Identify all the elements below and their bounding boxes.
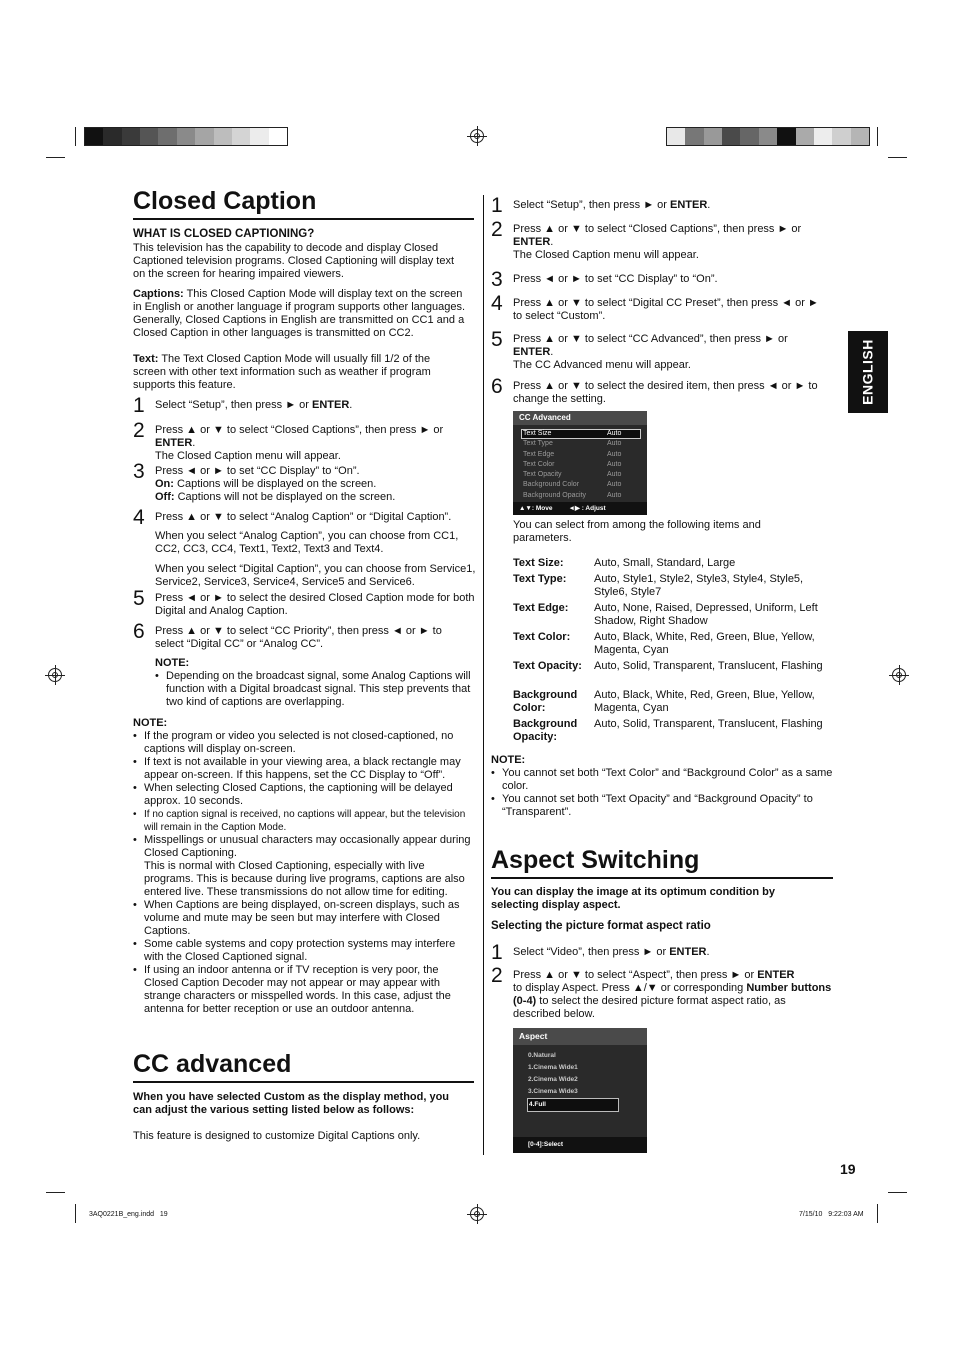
page-number: 19 (840, 1161, 856, 1177)
section-title-aspect: Aspect Switching (491, 846, 700, 874)
menu-item[interactable]: 0.Natural (528, 1052, 556, 1059)
language-tab (848, 331, 888, 413)
list-item: • When selecting Closed Captions, the captioning will be delayed approx. 10 seconds. (133, 782, 475, 808)
crop-mark (888, 157, 907, 158)
menu-item[interactable]: Text Type Auto (523, 440, 622, 448)
color-swatch (214, 128, 232, 145)
adv-note-label: NOTE: (491, 754, 526, 766)
select-text: You can select from among the following items and parameters. (513, 519, 761, 544)
column-divider (483, 195, 484, 1155)
registration-mark-icon (470, 129, 484, 143)
list-item: • Depending on the broadcast signal, some Analog Captions will function with a Digital broadcast signal. This step prevents that two kind of captions are overlapping. (155, 670, 473, 709)
title-rule (491, 877, 833, 879)
color-swatch (140, 128, 158, 145)
color-swatch (722, 128, 740, 145)
menu-item[interactable]: Text Size Auto (523, 430, 622, 437)
color-swatch (177, 128, 195, 145)
menu-item[interactable]: Background Opacity Auto (523, 491, 622, 499)
list-item: • You cannot set both “Text Opacity” and “Background Opacity” to “Transparent”. (491, 793, 836, 819)
color-swatch (250, 128, 268, 145)
list-item: • When Captions are being displayed, on-screen displays, such as volume and mute may be seen but may interfere with Closed Captions. (133, 899, 475, 938)
aspect-intro: You can display the image at its optimum condition by selecting display aspect. (491, 886, 775, 911)
text-paragraph (133, 353, 453, 392)
color-swatch (269, 128, 287, 145)
color-swatch (232, 128, 250, 145)
registration-mark-icon (48, 668, 62, 682)
crop-mark (877, 1204, 878, 1223)
color-swatch (103, 128, 121, 145)
section-title-cc-advanced: CC advanced (133, 1050, 292, 1078)
text-text: The Text Closed Caption Mode will usually fill 1/2 of the screen with other text information such as weather if program supports this feature. (133, 353, 431, 391)
title-rule (133, 1081, 474, 1083)
list-item: • If text is not available in your viewing area, a black rectangle may appear on-screen. If this happens, set the CC Display to “Off”. (133, 756, 475, 782)
cc-advanced-menu (513, 411, 647, 515)
registration-mark-icon (892, 668, 906, 682)
color-bar-right (666, 127, 870, 146)
menu-item[interactable]: Text Edge Auto (523, 450, 622, 458)
color-bar-left (84, 127, 288, 146)
menu-title: CC Advanced (513, 411, 647, 425)
crop-mark (75, 127, 76, 146)
adv-notes (491, 767, 836, 819)
list-item: • Misspellings or unusual characters may occasionally appear during Closed Captioning. This is normal with Closed Captioning, especially with live programs. This is because during live programs, captions are also entered live. These transmissions do not allow time for editing. (133, 834, 475, 899)
title-rule (133, 218, 474, 220)
list-item: • You cannot set both “Text Color” and “Background Color” as a same color. (491, 767, 836, 793)
color-swatch (122, 128, 140, 145)
text-label: Text: (133, 353, 159, 365)
closed-caption-notes (133, 730, 475, 1016)
menu-item[interactable]: Text Color Auto (523, 460, 622, 468)
color-swatch (667, 128, 685, 145)
captions-label: Captions: (133, 288, 184, 300)
language-tab-label: ENGLISH (859, 339, 876, 405)
menu-item-selected[interactable]: 4.Full (527, 1098, 619, 1112)
color-swatch (704, 128, 722, 145)
color-swatch (740, 128, 758, 145)
crop-mark (46, 157, 65, 158)
color-swatch (814, 128, 832, 145)
color-swatch (158, 128, 176, 145)
color-swatch (777, 128, 795, 145)
menu-footer: [0-4]:Select (513, 1137, 647, 1153)
footer-timestamp: 7/15/10 9:22:03 AM (799, 1211, 864, 1218)
note-label: NOTE: (133, 717, 168, 729)
menu-item[interactable]: 1.Cinema Wide1 (528, 1064, 578, 1071)
step-note-label: NOTE: (155, 657, 190, 669)
list-item: • Some cable systems and copy protection systems may interfere with the Closed Captioned signal. (133, 938, 475, 964)
menu-item[interactable]: 2.Cinema Wide2 (528, 1076, 578, 1083)
aspect-menu (513, 1028, 647, 1153)
color-swatch (195, 128, 213, 145)
menu-item[interactable]: 3.Cinema Wide3 (528, 1088, 578, 1095)
color-swatch (759, 128, 777, 145)
menu-item[interactable]: Background Color Auto (523, 481, 622, 489)
what-heading: WHAT IS CLOSED CAPTIONING? (133, 228, 315, 240)
menu-footer: ▲▼: Move ◄▶ : Adjust (513, 502, 647, 515)
menu-item[interactable]: Text Opacity Auto (523, 471, 622, 479)
crop-mark (888, 1192, 907, 1193)
color-swatch (832, 128, 850, 145)
color-swatch (85, 128, 103, 145)
crop-mark (75, 1204, 76, 1223)
aspect-items (528, 1050, 623, 1112)
color-swatch (851, 128, 869, 145)
color-swatch (685, 128, 703, 145)
aspect-subheading: Selecting the picture format aspect ratio (491, 920, 711, 932)
crop-mark (877, 127, 878, 146)
list-item: • If the program or video you selected is not closed-captioned, no captions will display on-screen. (133, 730, 475, 756)
color-swatch (796, 128, 814, 145)
cc-advanced-body: This feature is designed to customize Digital Captions only. (133, 1130, 421, 1142)
section-title-closed-caption: Closed Caption (133, 187, 317, 215)
list-item: • If using an indoor antenna or if TV reception is very poor, the Closed Caption Decoder may not appear or may appear with strange characters or misspelled words. In this case, adjust the antenna for better reception or use an outdoor antenna. (133, 964, 475, 1016)
cc-advanced-intro: When you have selected Custom as the display method, you can adjust the various setting listed below as follows: (133, 1091, 450, 1116)
captions-text: This Closed Caption Mode will display text on the screen in English or another language if program supports other languages. Generally, Closed Captions in English are transmitted on CC1 and a Closed Caption in other languages is transmitted on CC2. (133, 288, 466, 339)
list-item: • If no caption signal is received, no captions will appear, but the television will remain in the Caption Mode. (133, 808, 475, 834)
footer-file: 3AQ0221B_eng.indd 19 (89, 1211, 168, 1218)
registration-mark-icon (470, 1207, 484, 1221)
captions-paragraph (133, 288, 470, 340)
crop-mark (46, 1192, 65, 1193)
menu-title: Aspect (513, 1028, 647, 1045)
intro-paragraph: This television has the capability to decode and display Closed Captioned television programs. Closed Captioning will display text on the screen for hearing impaired viewers. (133, 242, 454, 280)
menu-items (523, 429, 643, 501)
step-note-list (155, 670, 473, 709)
